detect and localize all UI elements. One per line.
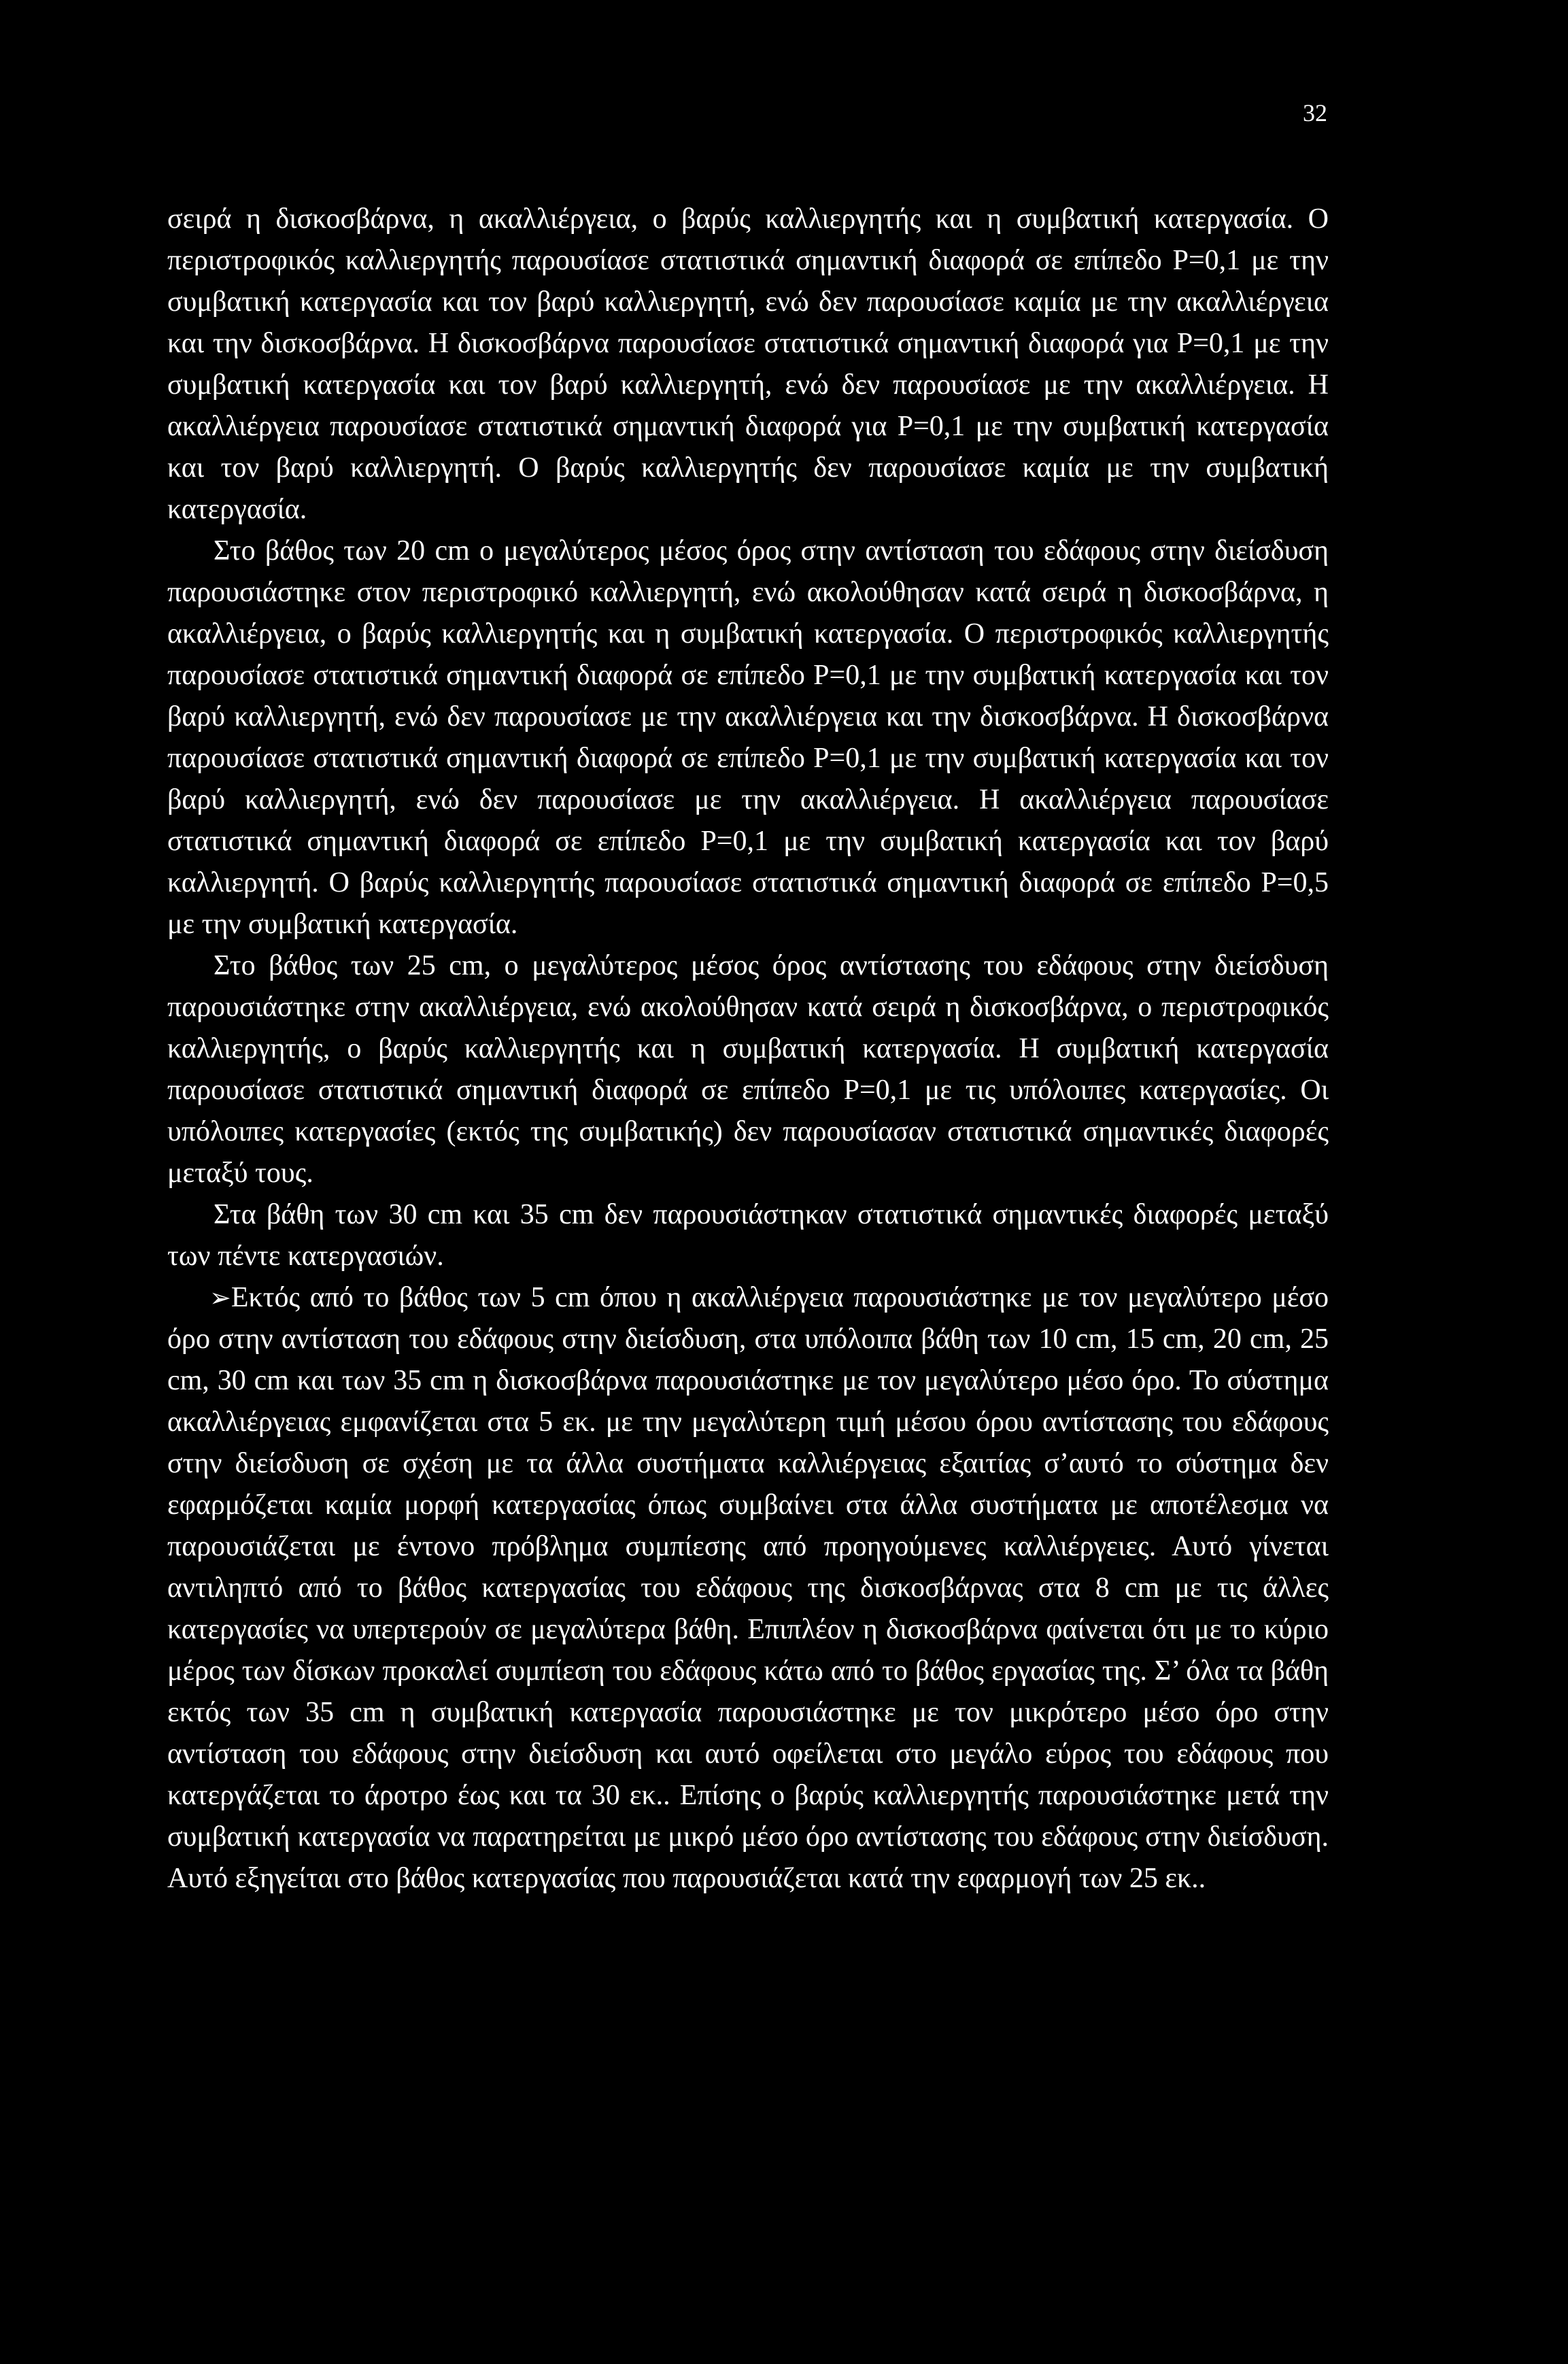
- bullet-paragraph: [167, 1277, 1329, 1899]
- page-number: 32: [1303, 99, 1327, 126]
- paragraph-depth-20cm: Στο βάθος των 20 cm ο μεγαλύτερος μέσος όρος στην αντίσταση του εδάφους στην διείσδυση παρουσιάστηκε στον περιστροφικό καλλιεργητή, ενώ ακολούθησαν κατά σειρά η δισκοσβάρνα, η ακαλλιέργεια, ο βαρύς καλλιεργητής και η συμβατική κατεργασία. Ο περιστροφικός καλλιεργητής παρουσίασε στατιστικά σημαντική διαφορά σε επίπεδο Ρ=0,1 με την συμβατική κατεργασία και τον βαρύ καλλιεργητή, ενώ δεν παρουσίασε με την ακαλλιέργεια και την δισκοσβάρνα. Η δισκοσβάρνα παρουσίασε στατιστικά σημαντική διαφορά σε επίπεδο Ρ=0,1 με την συμβατική κατεργασία και τον βαρύ καλλιεργητή, ενώ δεν παρουσίασε με την ακαλλιέργεια. Η ακαλλιέργεια παρουσίασε στατιστικά σημαντική διαφορά σε επίπεδο Ρ=0,1 με την συμβατική κατεργασία και τον βαρύ καλλιεργητή. Ο βαρύς καλλιεργητής παρουσίασε στατιστικά σημαντική διαφορά σε επίπεδο Ρ=0,5 με την συμβατική κατεργασία.: [167, 535, 1329, 940]
- paragraph-depth-30-35cm: Στα βάθη των 30 cm και 35 cm δεν παρουσιάστηκαν στατιστικά σημαντικές διαφορές μεταξύ των πέντε κατεργασιών.: [167, 1199, 1329, 1272]
- arrow-bullet-icon: ➢: [209, 1283, 231, 1313]
- bullet-text: Εκτός από το βάθος των 5 cm όπου η ακαλλιέργεια παρουσιάστηκε με τον μεγαλύτερο μέσο όρο στην αντίσταση του εδάφους στην διείσδυση, στα υπόλοιπα βάθη των 10 cm, 15 cm, 20 cm, 25 cm, 30 cm και των 35 cm η δισκοσβάρνα παρουσιάστηκε με τον μεγαλύτερο μέσο όρο. Το σύστημα ακαλλιέργειας εμφανίζεται στα 5 εκ. με την μεγαλύτερη τιμή μέσου όρου αντίστασης του εδάφους στην διείσδυση σε σχέση με τα άλλα συστήματα καλλιέργειας εξαιτίας σ’αυτό το σύστημα δεν εφαρμόζεται καμία μορφή κατεργασίας όπως συμβαίνει στα άλλα συστήματα με αποτέλεσμα να παρουσιάζεται με έντονο πρόβλημα συμπίεσης από προηγούμενες καλλιέργειες. Αυτό γίνεται αντιληπτό από το βάθος κατεργασίας του εδάφους της δισκοσβάρνας στα 8 cm με τις άλλες κατεργασίες να υπερτερούν σε μεγαλύτερα βάθη. Επιπλέον η δισκοσβάρνα φαίνεται ότι με το κύριο μέρος των δίσκων προκαλεί συμπίεση του εδάφους κάτω από το βάθος εργασίας της. Σ’ όλα τα βάθη εκτός των 35 cm η συμβατική κατεργασία παρουσιάστηκε με τον μικρότερο μέσο όρο στην αντίσταση του εδάφους στην διείσδυση και αυτό οφείλεται στο μεγάλο εύρος του εδάφους που κατεργάζεται το άροτρο έως και τα 30 εκ.. Επίσης ο βαρύς καλλιεργητής παρουσιάστηκε μετά την συμβατική κατεργασία να παρατηρείται με μικρό μέσο όρο αντίστασης του εδάφους στην διείσδυση. Αυτό εξηγείται στο βάθος κατεργασίας που παρουσιάζεται κατά την εφαρμογή των 25 εκ..: [167, 1282, 1329, 1894]
- paragraph-depth-25cm: Στο βάθος των 25 cm, ο μεγαλύτερος μέσος όρος αντίστασης του εδάφους στην διείσδυση παρουσιάστηκε στην ακαλλιέργεια, ενώ ακολούθησαν κατά σειρά η δισκοσβάρνα, ο περιστροφικός καλλιεργητής, ο βαρύς καλλιεργητής και η συμβατική κατεργασία. Η συμβατική κατεργασία παρουσίασε στατιστικά σημαντική διαφορά σε επίπεδο Ρ=0,1 με τις υπόλοιπες κατεργασίες. Οι υπόλοιπες κατεργασίες (εκτός της συμβατικής) δεν παρουσίασαν στατιστικά σημαντικές διαφορές μεταξύ τους.: [167, 950, 1329, 1189]
- body-text: [167, 199, 1329, 1899]
- paragraph-continuation: σειρά η δισκοσβάρνα, η ακαλλιέργεια, ο βαρύς καλλιεργητής και η συμβατική κατεργασία. Ο περιστροφικός καλλιεργητής παρουσίασε στατιστικά σημαντική διαφορά σε επίπεδο Ρ=0,1 με την συμβατική κατεργασία και τον βαρύ καλλιεργητή, ενώ δεν παρουσίασε καμία με την ακαλλιέργεια και την δισκοσβάρνα. Η δισκοσβάρνα παρουσίασε στατιστικά σημαντική διαφορά για Ρ=0,1 με την συμβατική κατεργασία και τον βαρύ καλλιεργητή, ενώ δεν παρουσίασε με την ακαλλιέργεια. Η ακαλλιέργεια παρουσίασε στατιστικά σημαντική διαφορά για Ρ=0,1 με την συμβατική κατεργασία και τον βαρύ καλλιεργητή. Ο βαρύς καλλιεργητής δεν παρουσίασε καμία με την συμβατική κατεργασία.: [167, 203, 1329, 525]
